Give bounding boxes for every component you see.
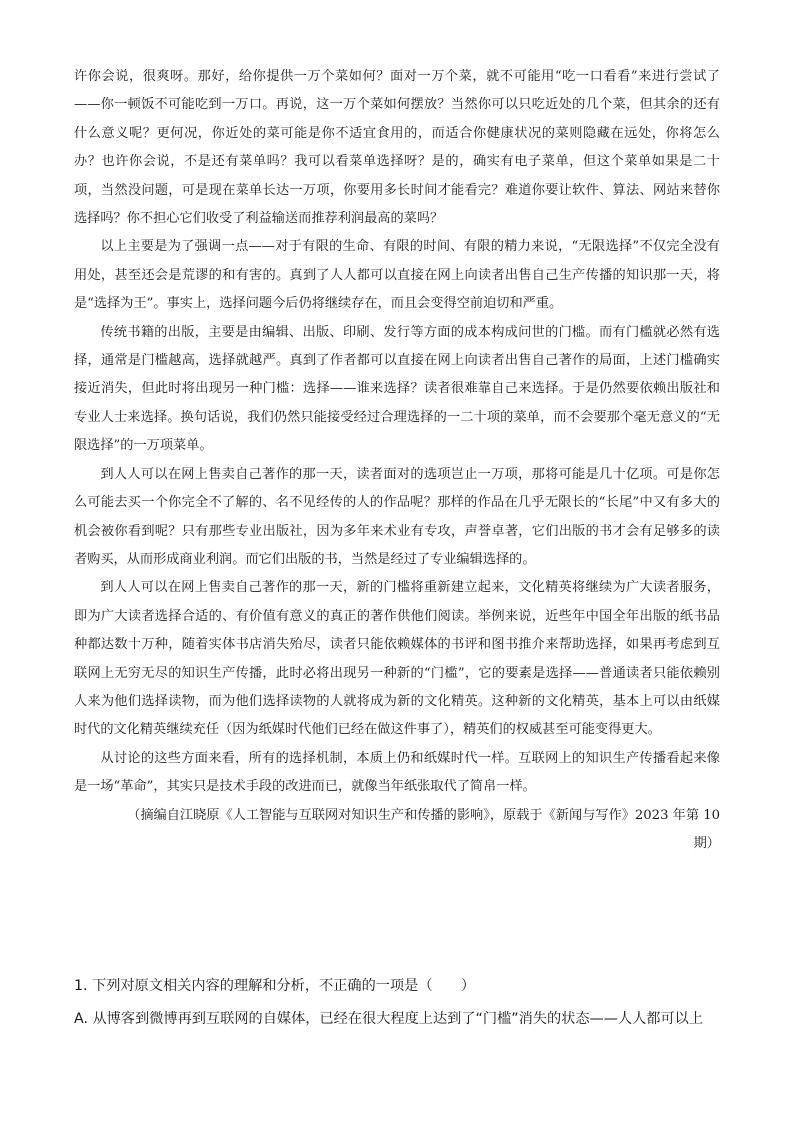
article-paragraph-1: 许你会说，很爽呀。那好，给你提供一万个菜如何？面对一万个菜，就不可能用“吃一口看看”来进行尝试了——你一顿饭不可能吃到一万口。再说，这一万个菜如何摆放？当然你可以只吃近处的几个菜，但其余的还有什么意义呢？更何况，你近处的菜可能是你不适宜食用的，而适合你健康状况的菜则隐藏在远处，你将怎么办？也许你会说，不是还有菜单吗？我可以看菜单选择呀？是的，确实有电子菜单，但这个菜单如果是二十项，当然没问题，可是现在菜单长达一万项，你要用多长时间才能看完？难道你要让软件、算法、网站来替你选择吗？你不担心它们收受了利益输送而推荐利润最高的菜吗？ <box>74 69 720 227</box>
source-citation-tail: 期） <box>693 835 720 851</box>
article-paragraph-2: 以上主要是为了强调一点——对于有限的生命、有限的时间、有限的精力来说，“无限选择”不仅完全没有用处，甚至还会是荒谬的和有害的。真到了人人都可以直接在网上向读者出售自己生产传播的知识那一天，将是“选择为王”。事实上，选择问题今后仍将继续存在，而且会变得空前迫切和严重。 <box>74 239 720 312</box>
question-option-a: A. 从博客到微博再到互联网的自媒体，已经在很大程度上达到了“门槛”消失的状态——人人都可以上 <box>74 1011 704 1027</box>
source-citation: （摘编自江晓原《人工智能与互联网对知识生产和传播的影响》，原载于《新闻与写作》2023 年第 10 <box>127 807 720 823</box>
question-stem: 1. 下列对原文相关内容的理解和分析，不正确的一项是（ ） <box>74 978 476 994</box>
article-paragraph-4: 到人人可以在网上售卖自己著作的那一天，读者面对的选项岂止一万项，那将可能是几十亿项。可是你怎么可能去买一个你完全不了解的、名不见经传的人的作品呢？那样的作品在几乎无限长的“长尾”中又有多大的机会被你看到呢？只有那些专业出版社，因为多年来术业有专攻，声誉卓著，它们出版的书才会有足够多的读者购买，从而形成商业利润。而它们出版的书，当然是经过了专业编辑选择的。 <box>74 466 720 567</box>
question-1 <box>74 970 720 1036</box>
article-body <box>74 63 720 858</box>
article-paragraph-6: 从讨论的这些方面来看，所有的选择机制，本质上仍和纸媒时代一样。互联网上的知识生产传播看起来像是一场“革命”，其实只是技术手段的改进而已，就像当年纸张取代了简帛一样。 <box>74 750 720 795</box>
article-paragraph-5: 到人人可以在网上售卖自己著作的那一天，新的门槛将重新建立起来，文化精英将继续为广大读者服务，即为广大读者选择合适的、有价值有意义的真正的著作供他们阅读。举例来说，近些年中国全年出版的纸书品种都达数十万种，随着实体书店消失殆尽，读者只能依赖媒体的书评和图书推介来帮助选择，如果再考虑到互联网上无穷无尽的知识生产传播，此时必将出现另一种新的“门槛”，它的要素是选择——普通读者只能依赖别人来为他们选择读物，而为他们选择读物的人就将成为新的文化精英。这种新的文化精英，基本上可以由纸媒时代的文化精英继续充任（因为纸媒时代他们已经在做这件事了），精英们的权威甚至可能变得更大。 <box>74 580 720 738</box>
article-paragraph-3: 传统书籍的出版，主要是由编辑、出版、印刷、发行等方面的成本构成问世的门槛。而有门槛就必然有选择，通常是门槛越高，选择就越严。真到了作者都可以直接在网上向读者出售自己著作的局面，上述门槛确实接近消失，但此时将出现另一种门槛：选择——谁来选择？读者很难靠自己来选择。于是仍然要依赖出版社和专业人士来选择。换句话说，我们仍然只能接受经过合理选择的一二十项的菜单，而不会要那个毫无意义的“无限选择”的一万项菜单。 <box>74 324 720 454</box>
